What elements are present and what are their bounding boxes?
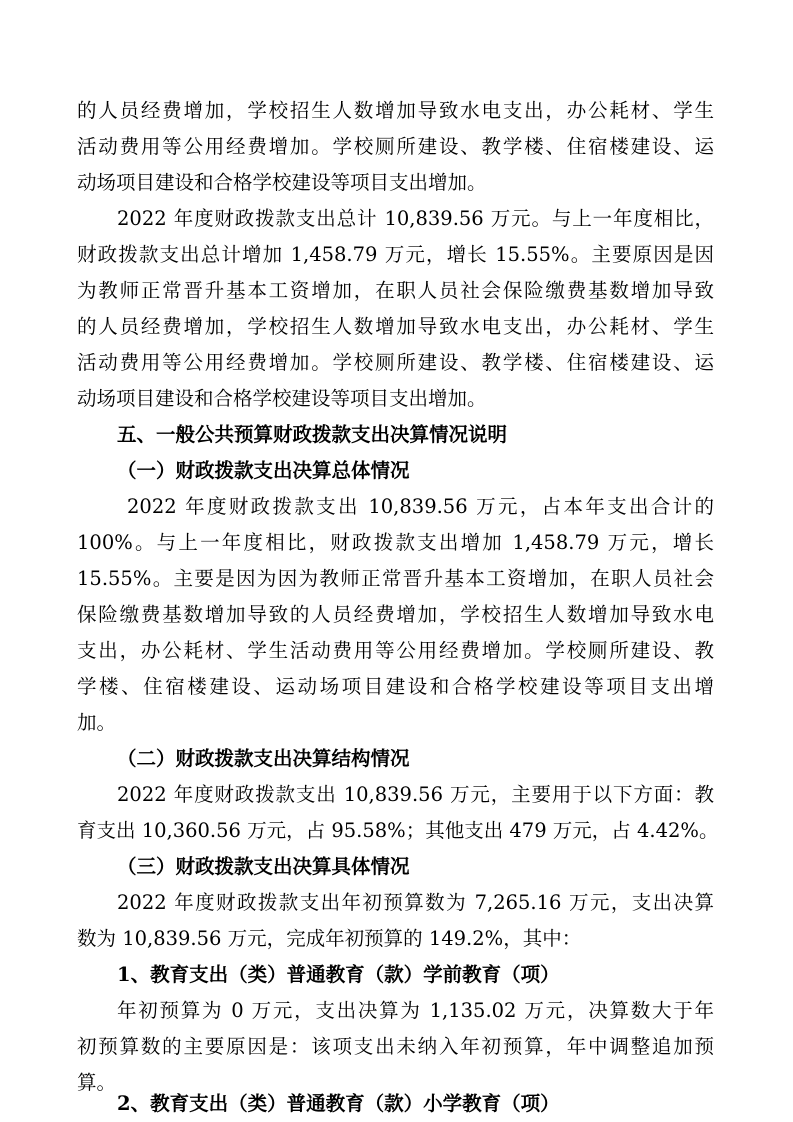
paragraph-first-line: 2022 年度财政拨款支出年初预算数为 7,265.16 万元，支出决算 — [117, 891, 714, 914]
text-line: 为教师正常晋升基本工资增加，在职人员社会保险缴费基数增加导致 — [77, 279, 714, 302]
paragraph-first-line: 2022 年度财政拨款支出 10,839.56 万元，主要用于以下方面：教 — [117, 783, 714, 806]
text-line: 100%。与上一年度相比，财政拨款支出增加 1,458.79 万元，增长 — [77, 531, 714, 554]
text-line: 支出，办公耗材、学生活动费用等公用经费增加。学校厕所建设、教 — [77, 639, 714, 662]
text-line: 的人员经费增加，学校招生人数增加导致水电支出，办公耗材、学生 — [77, 99, 714, 122]
text-line: 动场项目建设和合格学校建设等项目支出增加。 — [77, 171, 487, 194]
text-line: 动场项目建设和合格学校建设等项目支出增加。 — [77, 387, 487, 410]
text-line: 保险缴费基数增加导致的人员经费增加，学校招生人数增加导致水电 — [77, 603, 714, 626]
subsection-heading: （一）财政拨款支出决算总体情况 — [117, 459, 410, 482]
text-line: 加。 — [77, 711, 117, 734]
text-line: 育支出 10,360.56 万元，占 95.58%；其他支出 479 万元，占 4.42%。 — [77, 819, 719, 842]
paragraph-first-line: 2022 年度财政拨款支出总计 10,839.56 万元。与上一年度相比， — [117, 207, 714, 230]
text-line: 财政拨款支出总计增加 1,458.79 万元，增长 15.55%。主要原因是因 — [77, 243, 714, 266]
text-line: 数为 10,839.56 万元，完成年初预算的 149.2%，其中： — [77, 927, 582, 950]
paragraph-first-line: 2022 年度财政拨款支出 10,839.56 万元，占本年支出合计的 — [127, 495, 714, 518]
text-line: 活动费用等公用经费增加。学校厕所建设、教学楼、住宿楼建设、运 — [77, 135, 714, 158]
text-line: 算。 — [77, 1071, 117, 1094]
subsection-heading: （三）财政拨款支出决算具体情况 — [117, 855, 410, 878]
item-heading: 1、教育支出（类）普通教育（款）学前教育（项） — [117, 963, 560, 986]
text-line: 学楼、住宿楼建设、运动场项目建设和合格学校建设等项目支出增 — [77, 675, 714, 698]
text-line: 15.55%。主要是因为因为教师正常晋升基本工资增加，在职人员社会 — [77, 567, 714, 590]
paragraph-first-line: 年初预算为 0 万元，支出决算为 1,135.02 万元，决算数大于年 — [117, 999, 714, 1022]
text-line: 活动费用等公用经费增加。学校厕所建设、教学楼、住宿楼建设、运 — [77, 351, 714, 374]
text-line: 初预算数的主要原因是：该项支出未纳入年初预算，年中调整追加预 — [77, 1035, 714, 1058]
subsection-heading: （二）财政拨款支出决算结构情况 — [117, 747, 410, 770]
section-heading: 五、一般公共预算财政拨款支出决算情况说明 — [117, 423, 508, 446]
text-line: 的人员经费增加，学校招生人数增加导致水电支出，办公耗材、学生 — [77, 315, 714, 338]
item-heading: 2、教育支出（类）普通教育（款）小学教育（项） — [117, 1092, 560, 1115]
